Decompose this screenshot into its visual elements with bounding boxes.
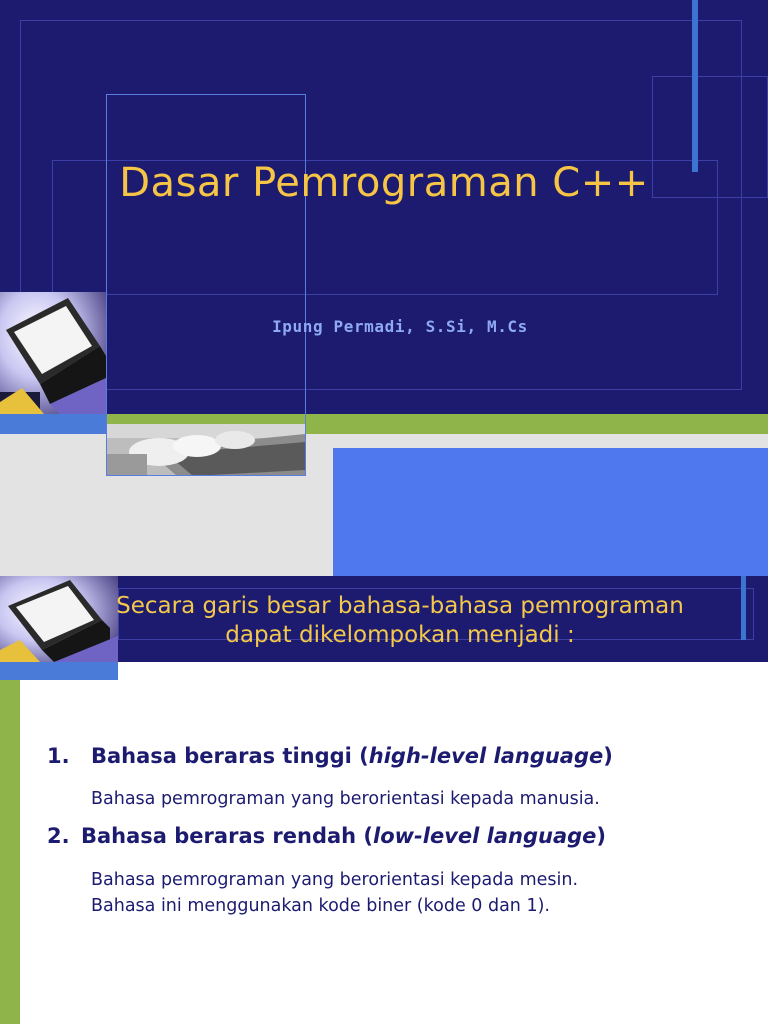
list-item-description: Bahasa pemrograman yang berorientasi kepada manusia. <box>91 789 600 809</box>
heading-line: Secara garis besar bahasa-bahasa pemrograman <box>116 593 684 619</box>
computer-monitor-image <box>0 292 106 414</box>
decorative-bar <box>0 662 20 1024</box>
decorative-band <box>0 662 118 680</box>
content-slide <box>0 576 768 1024</box>
decorative-bar <box>692 0 698 172</box>
list-item-description: Bahasa ini menggunakan kode biner (kode 0 dan 1). <box>91 896 550 916</box>
slide-title: Dasar Pemrograman C++ <box>119 160 649 206</box>
term-italic: low-level language <box>373 824 597 848</box>
heading-line: dapat dikelompokan menjadi : <box>225 622 575 648</box>
term-italic: high-level language <box>368 744 604 768</box>
decorative-block <box>333 448 768 576</box>
decorative-band <box>0 414 106 434</box>
list-item-title: Bahasa beraras tinggi (high-level language) <box>91 744 613 768</box>
decorative-frame <box>106 94 306 476</box>
list-item-number: 1. <box>47 744 70 768</box>
list-item-description: Bahasa pemrograman yang berorientasi kepada mesin. <box>91 870 579 890</box>
list-item-title: Bahasa beraras rendah (low-level language) <box>81 824 607 848</box>
author-name: Ipung Permadi, S.Si, M.Cs <box>272 317 528 336</box>
list-item-number: 2. <box>47 824 70 848</box>
slide-heading <box>0 592 768 650</box>
